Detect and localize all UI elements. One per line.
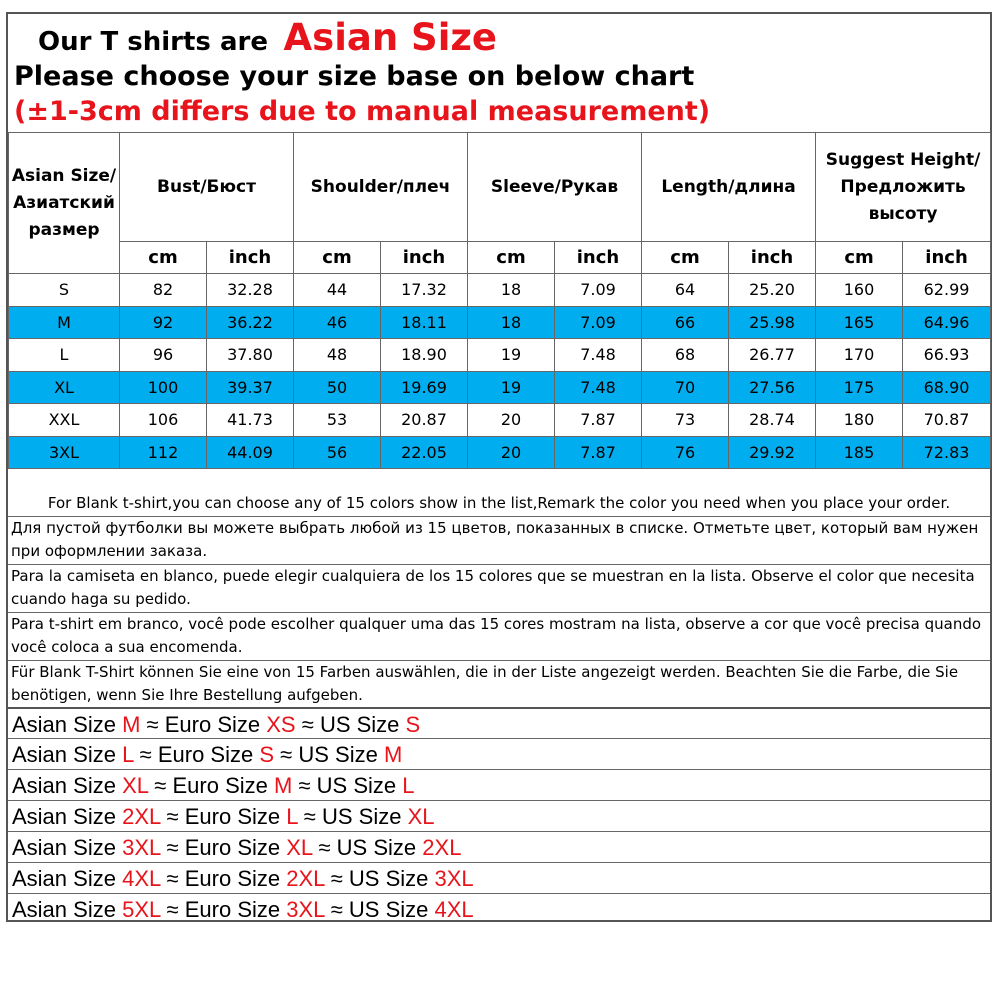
size-column-header: Asian Size/Азиатский размер [9, 133, 120, 274]
group-header-length: Length/длина [642, 133, 816, 242]
us-label: US Size [319, 712, 400, 737]
size-cell: S [9, 274, 120, 307]
title-highlight: Asian Size [283, 16, 498, 59]
euro-label: Euro Size [184, 835, 281, 860]
unit-inch-header: inch [381, 242, 468, 274]
measurement-cell: 64.96 [903, 306, 991, 339]
asian-size: M [122, 712, 141, 737]
measurement-cell: 25.98 [729, 306, 816, 339]
size-cell: XL [9, 371, 120, 404]
title-line [38, 16, 497, 59]
measurement-cell: 32.28 [207, 274, 294, 307]
measurement-cell: 28.74 [729, 404, 816, 437]
approx-sign: ≈ [139, 742, 152, 767]
approx-sign: ≈ [330, 866, 343, 891]
approx-sign: ≈ [154, 773, 167, 798]
unit-inch-header: inch [903, 242, 991, 274]
note-portuguese: Para t-shirt em branco, você pode escolher qualquer uma das 15 cores mostram na lista, observe a cor que você precisa quando você coloca a sua encomenda. [8, 612, 990, 660]
measurement-cell: 76 [642, 436, 729, 469]
asian-label: Asian Size [12, 773, 116, 798]
approx-sign: ≈ [166, 804, 179, 829]
measurement-cell: 62.99 [903, 274, 991, 307]
title-prefix: Our T shirts are [38, 27, 268, 57]
measurement-cell: 20 [468, 404, 555, 437]
measurement-cell: 44 [294, 274, 381, 307]
measurement-cell: 73 [642, 404, 729, 437]
measurement-cell: 20.87 [381, 404, 468, 437]
measurement-cell: 70.87 [903, 404, 991, 437]
approx-sign: ≈ [166, 897, 179, 922]
measurement-cell: 18 [468, 274, 555, 307]
measurement-cell: 96 [120, 339, 207, 372]
measurement-cell: 19.69 [381, 371, 468, 404]
unit-cm-header: cm [816, 242, 903, 274]
measurement-cell: 18 [468, 306, 555, 339]
measurement-cell: 41.73 [207, 404, 294, 437]
asian-size: 2XL [122, 804, 161, 829]
chart-header [8, 14, 990, 132]
us-label: US Size [316, 773, 397, 798]
unit-cm-header: cm [642, 242, 729, 274]
table-row [9, 404, 991, 437]
euro-size: 2XL [286, 866, 325, 891]
measurement-cell: 19 [468, 371, 555, 404]
asian-label: Asian Size [12, 866, 116, 891]
measurement-cell: 22.05 [381, 436, 468, 469]
size-cell: M [9, 306, 120, 339]
group-header-sleeve: Sleeve/Рукав [468, 133, 642, 242]
measurement-cell: 36.22 [207, 306, 294, 339]
note-russian: Для пустой футболки вы можете выбрать любой из 15 цветов, показанных в списке. Отметьте цвет, который вам нужен при оформлении заказа. [8, 516, 990, 564]
measurement-cell: 180 [816, 404, 903, 437]
euro-label: Euro Size [184, 804, 281, 829]
measurement-cell: 106 [120, 404, 207, 437]
measurement-cell: 44.09 [207, 436, 294, 469]
euro-label: Euro Size [164, 712, 261, 737]
measurement-cell: 68 [642, 339, 729, 372]
us-size: L [402, 773, 415, 798]
approx-sign: ≈ [146, 712, 159, 737]
size-cell: 3XL [9, 436, 120, 469]
measurement-cell: 66 [642, 306, 729, 339]
measurement-cell: 165 [816, 306, 903, 339]
measurement-cell: 112 [120, 436, 207, 469]
size-cell: XXL [9, 404, 120, 437]
measurement-cell: 185 [816, 436, 903, 469]
measurement-note: (±1-3cm differs due to manual measurement) [14, 96, 711, 127]
size-chart-sheet [6, 12, 992, 922]
measurement-cell: 82 [120, 274, 207, 307]
approx-sign: ≈ [330, 897, 343, 922]
euro-size: 3XL [286, 897, 325, 922]
conversion-row [8, 831, 990, 862]
measurement-cell: 70 [642, 371, 729, 404]
unit-row [9, 242, 991, 274]
euro-size: L [286, 804, 298, 829]
approx-sign: ≈ [303, 804, 316, 829]
unit-cm-header: cm [120, 242, 207, 274]
asian-label: Asian Size [12, 897, 116, 922]
note-german: Für Blank T-Shirt können Sie eine von 15 Farben auswählen, die in der Liste angezeigt werden. Beachten Sie die Farbe, die Sie benötigen, wenn Sie Ihre Bestellung aufgeben. [8, 660, 990, 707]
measurement-cell: 19 [468, 339, 555, 372]
table-row [9, 306, 991, 339]
measurement-cell: 66.93 [903, 339, 991, 372]
conversion-row [8, 707, 990, 738]
asian-label: Asian Size [12, 742, 116, 767]
measurement-cell: 160 [816, 274, 903, 307]
group-header-shoulder: Shoulder/плеч [294, 133, 468, 242]
euro-label: Euro Size [172, 773, 268, 798]
measurement-cell: 72.83 [903, 436, 991, 469]
unit-inch-header: inch [207, 242, 294, 274]
measurement-cell: 56 [294, 436, 381, 469]
asian-label: Asian Size [12, 804, 116, 829]
measurement-cell: 64 [642, 274, 729, 307]
approx-sign: ≈ [166, 866, 179, 891]
table-row [9, 371, 991, 404]
subtitle: Please choose your size base on below chart [14, 61, 695, 92]
euro-label: Euro Size [184, 866, 281, 891]
us-label: US Size [348, 897, 429, 922]
measurement-cell: 175 [816, 371, 903, 404]
measurement-cell: 39.37 [207, 371, 294, 404]
asian-size: L [122, 742, 134, 767]
euro-label: Euro Size [184, 897, 281, 922]
measurement-cell: 7.87 [555, 436, 642, 469]
unit-inch-header: inch [729, 242, 816, 274]
measurement-cell: 50 [294, 371, 381, 404]
table-row [9, 436, 991, 469]
measurement-cell: 7.09 [555, 306, 642, 339]
us-size: M [383, 742, 403, 767]
approx-sign: ≈ [298, 773, 311, 798]
unit-cm-header: cm [294, 242, 381, 274]
euro-size: S [259, 742, 275, 767]
us-size: XL [407, 804, 435, 829]
measurement-cell: 37.80 [207, 339, 294, 372]
us-label: US Size [336, 835, 417, 860]
measurement-cell: 18.90 [381, 339, 468, 372]
measurement-cell: 7.87 [555, 404, 642, 437]
us-label: US Size [298, 742, 378, 767]
measurement-cell: 68.90 [903, 371, 991, 404]
measurement-cell: 18.11 [381, 306, 468, 339]
approx-sign: ≈ [280, 742, 293, 767]
measurement-cell: 170 [816, 339, 903, 372]
conversion-row [8, 862, 990, 893]
unit-cm-header: cm [468, 242, 555, 274]
us-label: US Size [348, 866, 429, 891]
measurement-cell: 92 [120, 306, 207, 339]
us-label: US Size [322, 804, 402, 829]
asian-label: Asian Size [12, 835, 116, 860]
approx-sign: ≈ [301, 712, 314, 737]
measurement-cell: 100 [120, 371, 207, 404]
measurement-cell: 29.92 [729, 436, 816, 469]
measurement-cell: 53 [294, 404, 381, 437]
conversion-row [8, 769, 990, 800]
approx-sign: ≈ [318, 835, 331, 860]
asian-size: 4XL [122, 866, 161, 891]
measurement-cell: 7.48 [555, 339, 642, 372]
conversion-row [8, 800, 990, 831]
measurement-cell: 7.09 [555, 274, 642, 307]
measurement-cell: 25.20 [729, 274, 816, 307]
approx-sign: ≈ [166, 835, 179, 860]
euro-size: XL [286, 835, 313, 860]
asian-label: Asian Size [12, 712, 116, 737]
group-header-bust: Bust/Бюст [120, 133, 294, 242]
measurement-cell: 27.56 [729, 371, 816, 404]
measurement-cell: 20 [468, 436, 555, 469]
unit-inch-header: inch [555, 242, 642, 274]
asian-size: 5XL [122, 897, 161, 922]
size-cell: L [9, 339, 120, 372]
us-size: 3XL [434, 866, 474, 891]
us-size: 2XL [422, 835, 462, 860]
measurement-cell: 7.48 [555, 371, 642, 404]
measurement-cell: 26.77 [729, 339, 816, 372]
conversion-row [8, 738, 990, 769]
euro-size: XS [266, 712, 296, 737]
size-table [8, 132, 991, 469]
euro-label: Euro Size [157, 742, 254, 767]
note-english: For Blank t-shirt,you can choose any of 15 colors show in the list,Remark the color you need when you place your order. [47, 494, 951, 512]
asian-size: 3XL [122, 835, 161, 860]
note-spanish: Para la camiseta en blanco, puede elegir cualquiera de los 15 colores que se muestran en la lista. Observe el color que necesita cuando haga su pedido. [8, 564, 990, 612]
us-size: 4XL [434, 897, 474, 922]
table-row [9, 339, 991, 372]
us-size: S [405, 712, 421, 737]
conversion-row [8, 893, 990, 924]
group-header-height: Suggest Height/Предложить высоту [816, 133, 991, 242]
measurement-cell: 17.32 [381, 274, 468, 307]
measurement-cell: 48 [294, 339, 381, 372]
table-row [9, 274, 991, 307]
asian-size: XL [122, 773, 149, 798]
measurement-cell: 46 [294, 306, 381, 339]
euro-size: M [274, 773, 293, 798]
